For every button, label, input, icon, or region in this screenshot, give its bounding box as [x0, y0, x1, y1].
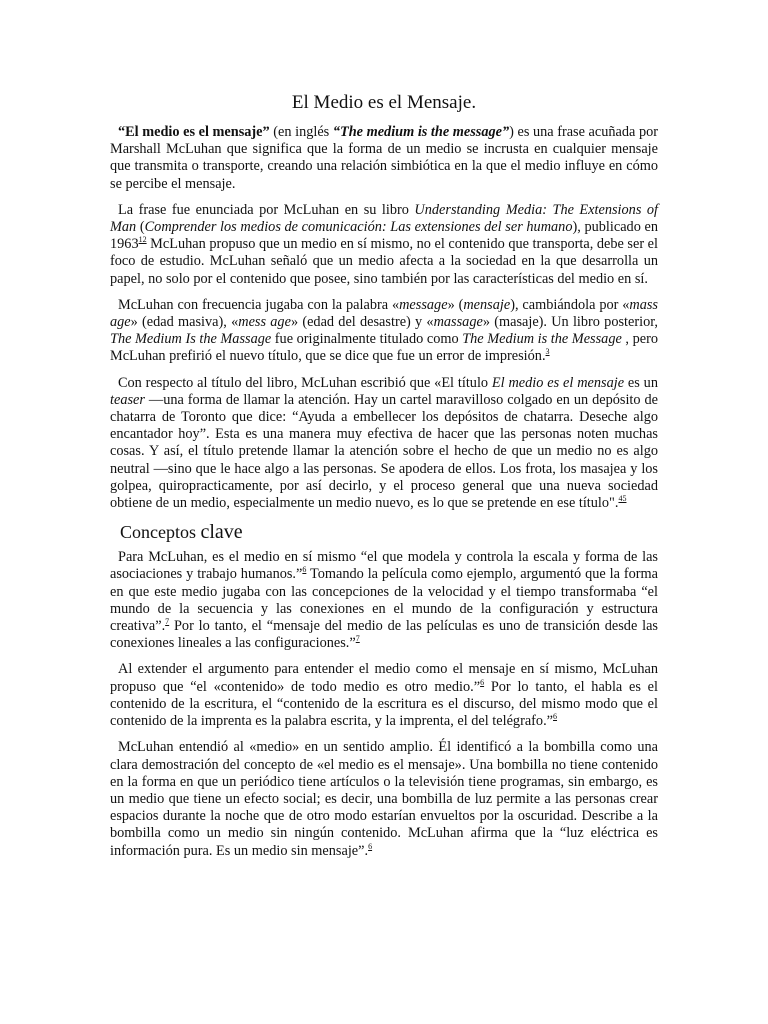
text: » (edad del desastre) y «	[290, 314, 434, 331]
section-heading	[120, 521, 658, 543]
text: Tomando la película como ejemplo, argumentó que la forma en que este medio jugaba con las concepciones de la velocidad y el tiempo transformaba “el mundo de la secuencia y las conexiones en el mundo de la configuración y estructura creativa”.	[110, 566, 658, 635]
text: (	[136, 219, 145, 236]
text: —una forma de llamar la atención. Hay un cartel maravilloso colgado en un depósito de chatarra de Toronto que dice: “Ayuda a embellecer los depósitos de chatarra. Deseche algo encantador hoy”. Esta es una manera muy efectiva de hacer que las personas noten muchas cosas. Y así, el título pretende llamar la atención sobre el hecho de que un medio no es algo neutral —sino que le hace algo a las personas. Se apodera de ellos. Los frota, los masajea y los golpea, quiropracticamente, por así decirlo, y el proceso general que una nueva sociedad obtiene de un medio, especialmente un medio nuevo, es lo que se pretende en ese título".	[110, 391, 658, 512]
paragraph-3	[110, 297, 658, 366]
text: La frase fue enunciada por McLuhan en su libro	[118, 201, 415, 218]
text: Por lo tanto, el “mensaje del medio de las películas es uno de transición desde las conexiones lineales a las configuraciones.”	[110, 618, 658, 652]
text: Con respecto al título del libro, McLuhan escribió que «El título	[118, 374, 492, 391]
footnote-link[interactable]: 7	[355, 634, 360, 644]
italic-book-title: Understanding Media: The Extensions of Man	[110, 201, 658, 236]
italic-word: message	[399, 296, 448, 313]
italic-book-title: The Medium Is the Massage	[110, 331, 272, 348]
bold-italic-phrase: “The medium is the message”	[332, 124, 510, 140]
paragraph-2	[110, 202, 658, 288]
section-heading-word: Conceptos	[120, 522, 201, 543]
text: McLuhan propuso que un medio en sí mismo, no el contenido que transporta, debe ser el foco de estudio. McLuhan señaló que un medio afecta a la sociedad en la que desarrolla un papel, no solo por el contenido que posee, sino también por las características del medio en sí.	[110, 236, 658, 287]
text: Al extender el argumento para entender el medio como el mensaje en sí mismo, McLuhan propuso que “el «contenido» de todo medio es otro medio.”	[110, 661, 658, 695]
footnote-link[interactable]: 6	[368, 841, 373, 851]
italic-word: teaser	[110, 391, 145, 408]
bold-phrase: “El medio es el mensaje”	[118, 124, 270, 140]
paragraph-1	[110, 124, 658, 193]
text: » (edad masiva), «	[130, 314, 239, 331]
footnote-link[interactable]: 7	[165, 617, 170, 627]
text: fue originalmente titulado como	[271, 331, 463, 348]
italic-book-title: The Medium is the Message	[462, 331, 622, 348]
page-title: El Medio es el Mensaje.	[291, 92, 477, 113]
italic-word: mensaje	[463, 296, 511, 313]
text: » (masaje). Un libro posterior,	[482, 314, 659, 331]
text: , pero McLuhan prefirió el nuevo título, que se dice que fue un error de impresión.	[110, 331, 658, 365]
italic-word: mess age	[238, 314, 291, 331]
paragraph-6	[110, 661, 658, 730]
footnote-link[interactable]: 6	[302, 565, 307, 575]
paragraph-5	[110, 549, 658, 652]
text: ), publicado en 1963	[110, 219, 658, 253]
text: » (	[447, 296, 464, 313]
italic-word: mass age	[110, 296, 658, 331]
footnote-link[interactable]: 45	[618, 494, 627, 504]
italic-book-title: El medio es el mensaje	[491, 374, 625, 391]
text: ), cambiándola por «	[510, 296, 630, 313]
paragraph-7	[110, 739, 658, 859]
text: es un	[624, 374, 658, 391]
footnote-link[interactable]: 6	[480, 677, 485, 687]
text: McLuhan con frecuencia jugaba con la palabra «	[118, 296, 400, 313]
text: ) es una frase acuñada por Marshall McLuhan que significa que la forma de un medio se incrusta en cualquier mensaje que transmita o transporte, creando una relación simbiótica en la que el medio influye en cómo se percibe el mensaje.	[110, 124, 659, 192]
footnote-link[interactable]: 6	[553, 712, 558, 722]
text: Por lo tanto, el habla es el contenido de la escritura, el “contenido de la escritura es el discurso, del mismo modo que el contenido de la imprenta es la palabra escrita, y la imprenta, el del telégrafo.”	[110, 678, 658, 730]
italic-book-title-translation: Comprender los medios de comunicación: Las extensiones del ser humano	[144, 219, 573, 236]
text: McLuhan entendió al «medio» en un sentido amplio. Él identificó a la bombilla como una clara demostración del concepto de «el medio es el mensaje». Una bombilla no tiene contenido en la forma en que un periódico tiene artículos o la televisión tiene programas, sin embargo, es un medio que tiene un efecto social; es decir, una bombilla de luz permite a las personas crear espacios durante la noche que de otro modo estarían envueltos por la oscuridad. Describe a la bombilla como un medio sin ningún contenido. McLuhan afirma que la “luz eléctrica es información pura. Es un medio sin mensaje”.	[110, 739, 658, 859]
italic-word: massage	[433, 314, 483, 331]
section-heading-word: clave	[200, 521, 243, 544]
paragraph-4	[110, 375, 658, 513]
footnote-link[interactable]: 12	[138, 235, 147, 245]
text: Para McLuhan, es el medio en sí mismo “el que modela y controla la escala y forma de las asociaciones y trabajo humanos.”	[110, 549, 658, 583]
text: (en inglés	[269, 124, 333, 140]
footnote-link[interactable]: 3	[545, 347, 550, 357]
